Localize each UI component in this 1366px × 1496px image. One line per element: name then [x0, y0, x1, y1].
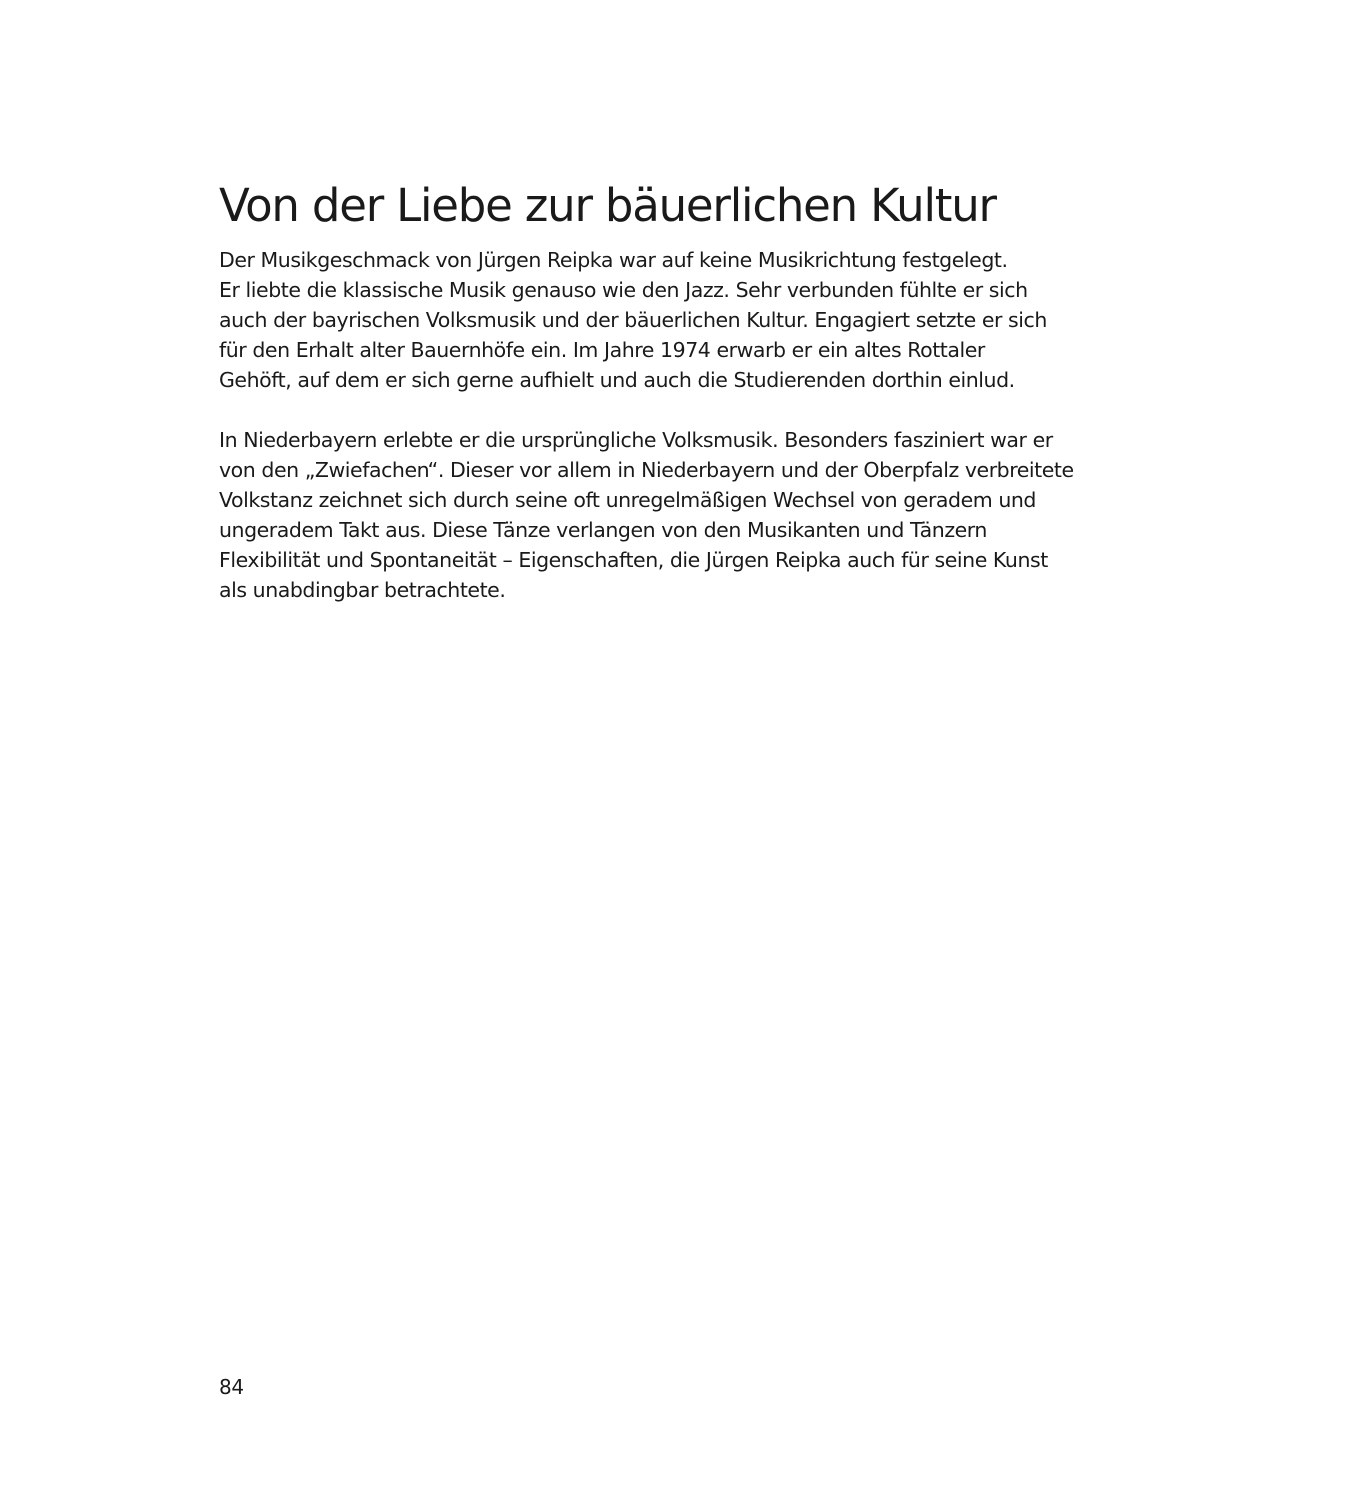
paragraph-line: Der Musikgeschmack von Jürgen Reipka war auf keine Musikrichtung festgelegt.: [219, 248, 1008, 272]
paragraph-line: für den Erhalt alter Bauernhöfe ein. Im Jahre 1974 erwarb er ein altes Rottaler: [219, 338, 985, 362]
paragraph-line: In Niederbayern erlebte er die ursprüngliche Volksmusik. Besonders fasziniert war er: [219, 428, 1053, 452]
paragraph-2: [219, 425, 1209, 605]
paragraph-line: auch der bayrischen Volksmusik und der bäuerlichen Kultur. Engagiert setzte er sich: [219, 308, 1047, 332]
paragraph-line: Gehöft, auf dem er sich gerne aufhielt und auch die Studierenden dorthin einlud.: [219, 368, 1015, 392]
paragraph-line: Er liebte die klassische Musik genauso wie den Jazz. Sehr verbunden fühlte er sich: [219, 278, 1028, 302]
paragraph-line: Flexibilität und Spontaneität – Eigenschaften, die Jürgen Reipka auch für seine Kunst: [219, 548, 1048, 572]
paragraph-line: von den „Zwiefachen“. Dieser vor allem in Niederbayern und der Oberpfalz verbreitete: [219, 458, 1074, 482]
paragraph-line: Volkstanz zeichnet sich durch seine oft unregelmäßigen Wechsel von geradem und: [219, 488, 1036, 512]
page-number: 84: [219, 1375, 244, 1399]
page-title: Von der Liebe zur bäuerlichen Kultur: [219, 179, 996, 232]
paragraph-line: als unabdingbar betrachtete.: [219, 578, 506, 602]
paragraph-1: [219, 245, 1209, 395]
paragraph-line: ungeradem Takt aus. Diese Tänze verlangen von den Musikanten und Tänzern: [219, 518, 987, 542]
